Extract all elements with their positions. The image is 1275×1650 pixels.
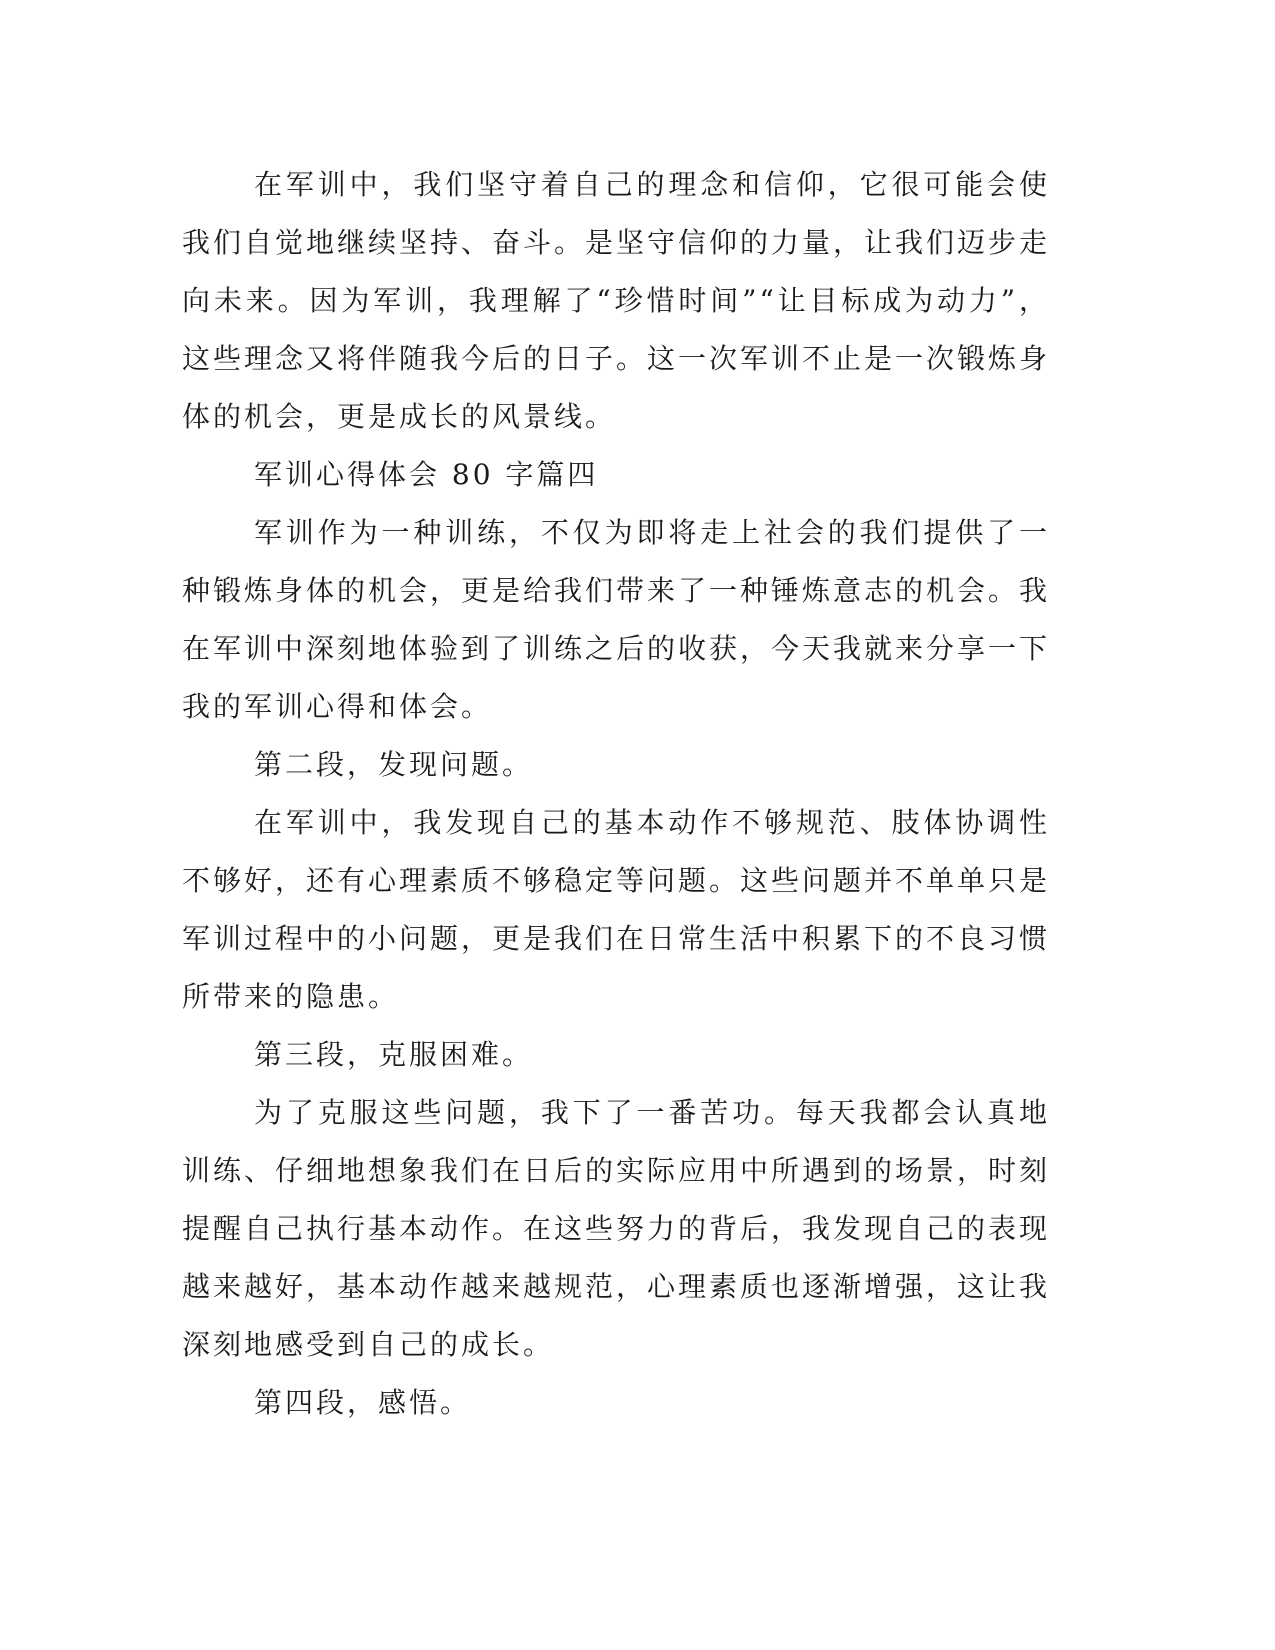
section-heading-overcome-difficulties: 第三段，克服困难。 bbox=[254, 1038, 534, 1071]
paragraph-problems: 在军训中，我发现自己的基本动作不够规范、肢体协调性不够好，还有心理素质不够稳定等问题。这些问题并不单单只是军训过程中的小问题，更是我们在日常生活中积累下的不良习惯所带来的隐患。 bbox=[182, 806, 1051, 1013]
section-heading-find-problems: 第二段，发现问题。 bbox=[254, 748, 534, 781]
paragraph-overcome: 为了克服这些问题，我下了一番苦功。每天我都会认真地训练、仔细地想象我们在日后的实际应用中所遇到的场景，时刻提醒自己执行基本动作。在这些努力的背后，我发现自己的表现越来越好，基本动作越来越规范，心理素质也逐渐增强，这让我深刻地感受到自己的成长。 bbox=[182, 1096, 1051, 1361]
section-heading-part-four: 军训心得体会 80 字篇四 bbox=[254, 458, 599, 491]
section-heading-insights: 第四段，感悟。 bbox=[254, 1386, 472, 1419]
paragraph-intro: 军训作为一种训练，不仅为即将走上社会的我们提供了一种锻炼身体的机会，更是给我们带来了一种锤炼意志的机会。我在军训中深刻地体验到了训练之后的收获，今天我就来分享一下我的军训心得和体会。 bbox=[182, 516, 1051, 723]
document-body bbox=[182, 156, 1050, 1432]
paragraph-belief: 在军训中，我们坚守着自己的理念和信仰，它很可能会使我们自觉地继续坚持、奋斗。是坚守信仰的力量，让我们迈步走向未来。因为军训，我理解了“珍惜时间”“让目标成为动力”，这些理念又将伴随我今后的日子。这一次军训不止是一次锻炼身体的机会，更是成长的风景线。 bbox=[182, 168, 1051, 433]
